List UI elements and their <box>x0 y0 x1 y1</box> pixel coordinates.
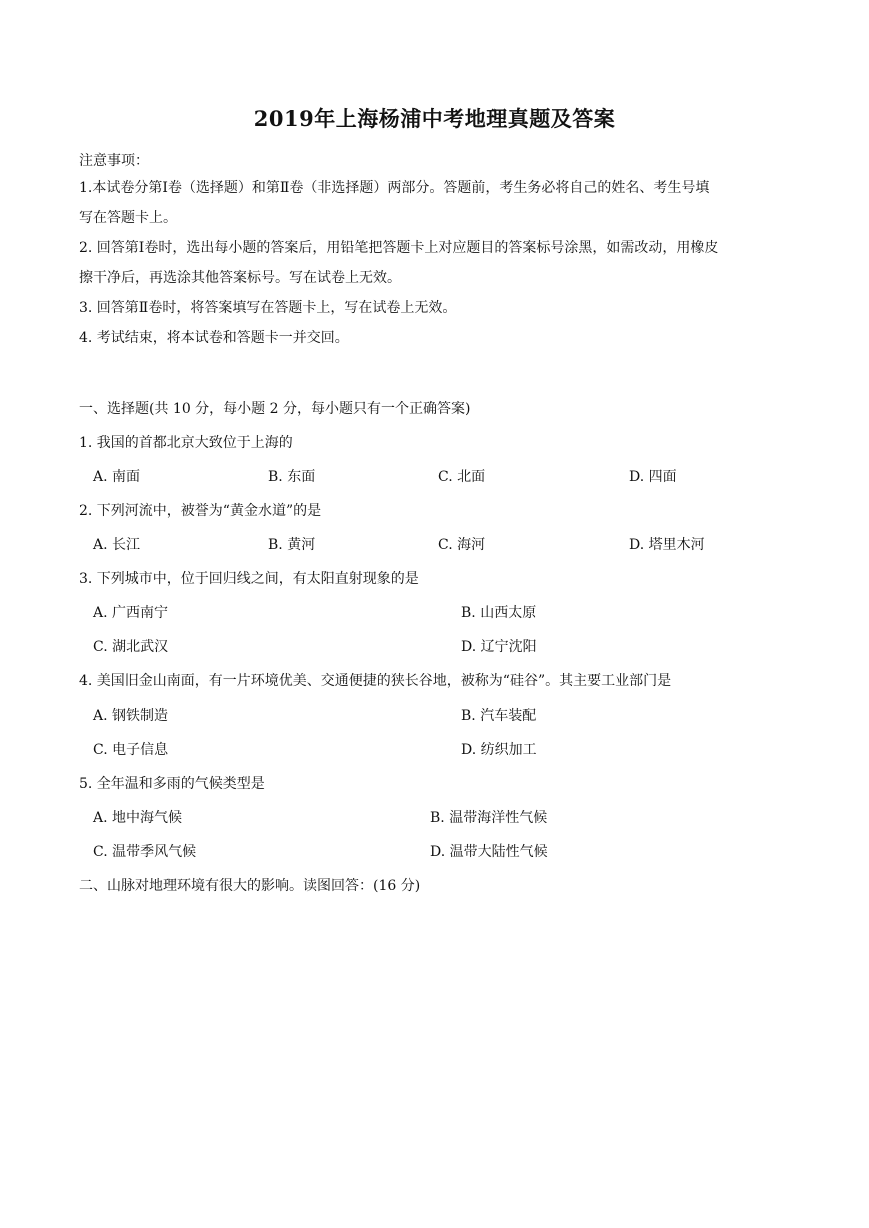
notice-item-2-line-2: 擦干净后，再选涂其他答案标号。写在试卷上无效。 <box>79 270 401 286</box>
section-1-heading: 一、选择题(共 10 分，每小题 2 分，每小题只有一个正确答案) <box>79 401 471 417</box>
question-4-option-d: D. 纺织加工 <box>461 742 537 758</box>
question-2-option-a: A. 长江 <box>93 537 141 553</box>
section-2-heading: 二、山脉对地理环境有很大的影响。读图回答：(16 分) <box>79 878 421 894</box>
notice-item-2-line-1: 2. 回答第Ⅰ卷时，选出每小题的答案后，用铅笔把答题卡上对应题目的答案标号涂黑，如需改动，用橡皮 <box>79 240 719 256</box>
notice-item-1-line-1: 1.本试卷分第Ⅰ卷（选择题）和第Ⅱ卷（非选择题）两部分。答题前，考生务必将自己的姓名、考生号填 <box>79 180 710 196</box>
question-1-option-d: D. 四面 <box>629 469 677 485</box>
question-2-stem: 2. 下列河流中，被誉为“黄金水道”的是 <box>79 503 322 519</box>
notice-item-1-line-2: 写在答题卡上。 <box>79 210 177 226</box>
notice-heading: 注意事项： <box>79 153 149 169</box>
question-4-option-c: C. 电子信息 <box>93 742 169 758</box>
question-3-stem: 3. 下列城市中，位于回归线之间，有太阳直射现象的是 <box>79 571 419 587</box>
question-5-stem: 5. 全年温和多雨的气候类型是 <box>79 776 265 792</box>
question-1-stem: 1. 我国的首都北京大致位于上海的 <box>79 435 293 451</box>
question-2-option-d: D. 塔里木河 <box>629 537 705 553</box>
question-3-option-b: B. 山西太原 <box>461 605 537 621</box>
question-2-option-b: B. 黄河 <box>268 537 316 553</box>
question-1-option-b: B. 东面 <box>268 469 316 485</box>
question-5-option-b: B. 温带海洋性气候 <box>430 810 548 826</box>
notice-item-3: 3. 回答第Ⅱ卷时，将答案填写在答题卡上，写在试卷上无效。 <box>79 300 457 316</box>
notice-item-4: 4. 考试结束，将本试卷和答题卡一并交回。 <box>79 330 349 346</box>
question-3-option-d: D. 辽宁沈阳 <box>461 639 537 655</box>
question-4-option-b: B. 汽车装配 <box>461 708 537 724</box>
question-1-option-a: A. 南面 <box>93 469 141 485</box>
page-title: 2019年上海杨浦中考地理真题及答案 <box>253 106 616 131</box>
question-3-option-a: A. 广西南宁 <box>93 605 169 621</box>
question-5-option-c: C. 温带季风气候 <box>93 844 197 860</box>
question-1-option-c: C. 北面 <box>438 469 486 485</box>
question-5-option-d: D. 温带大陆性气候 <box>430 844 548 860</box>
question-3-option-c: C. 湖北武汉 <box>93 639 169 655</box>
question-2-option-c: C. 海河 <box>438 537 486 553</box>
question-4-stem: 4. 美国旧金山南面，有一片环境优美、交通便捷的狭长谷地，被称为“硅谷”。其主要工业部门是 <box>79 673 672 689</box>
question-5-option-a: A. 地中海气候 <box>93 810 183 826</box>
question-4-option-a: A. 钢铁制造 <box>93 708 169 724</box>
